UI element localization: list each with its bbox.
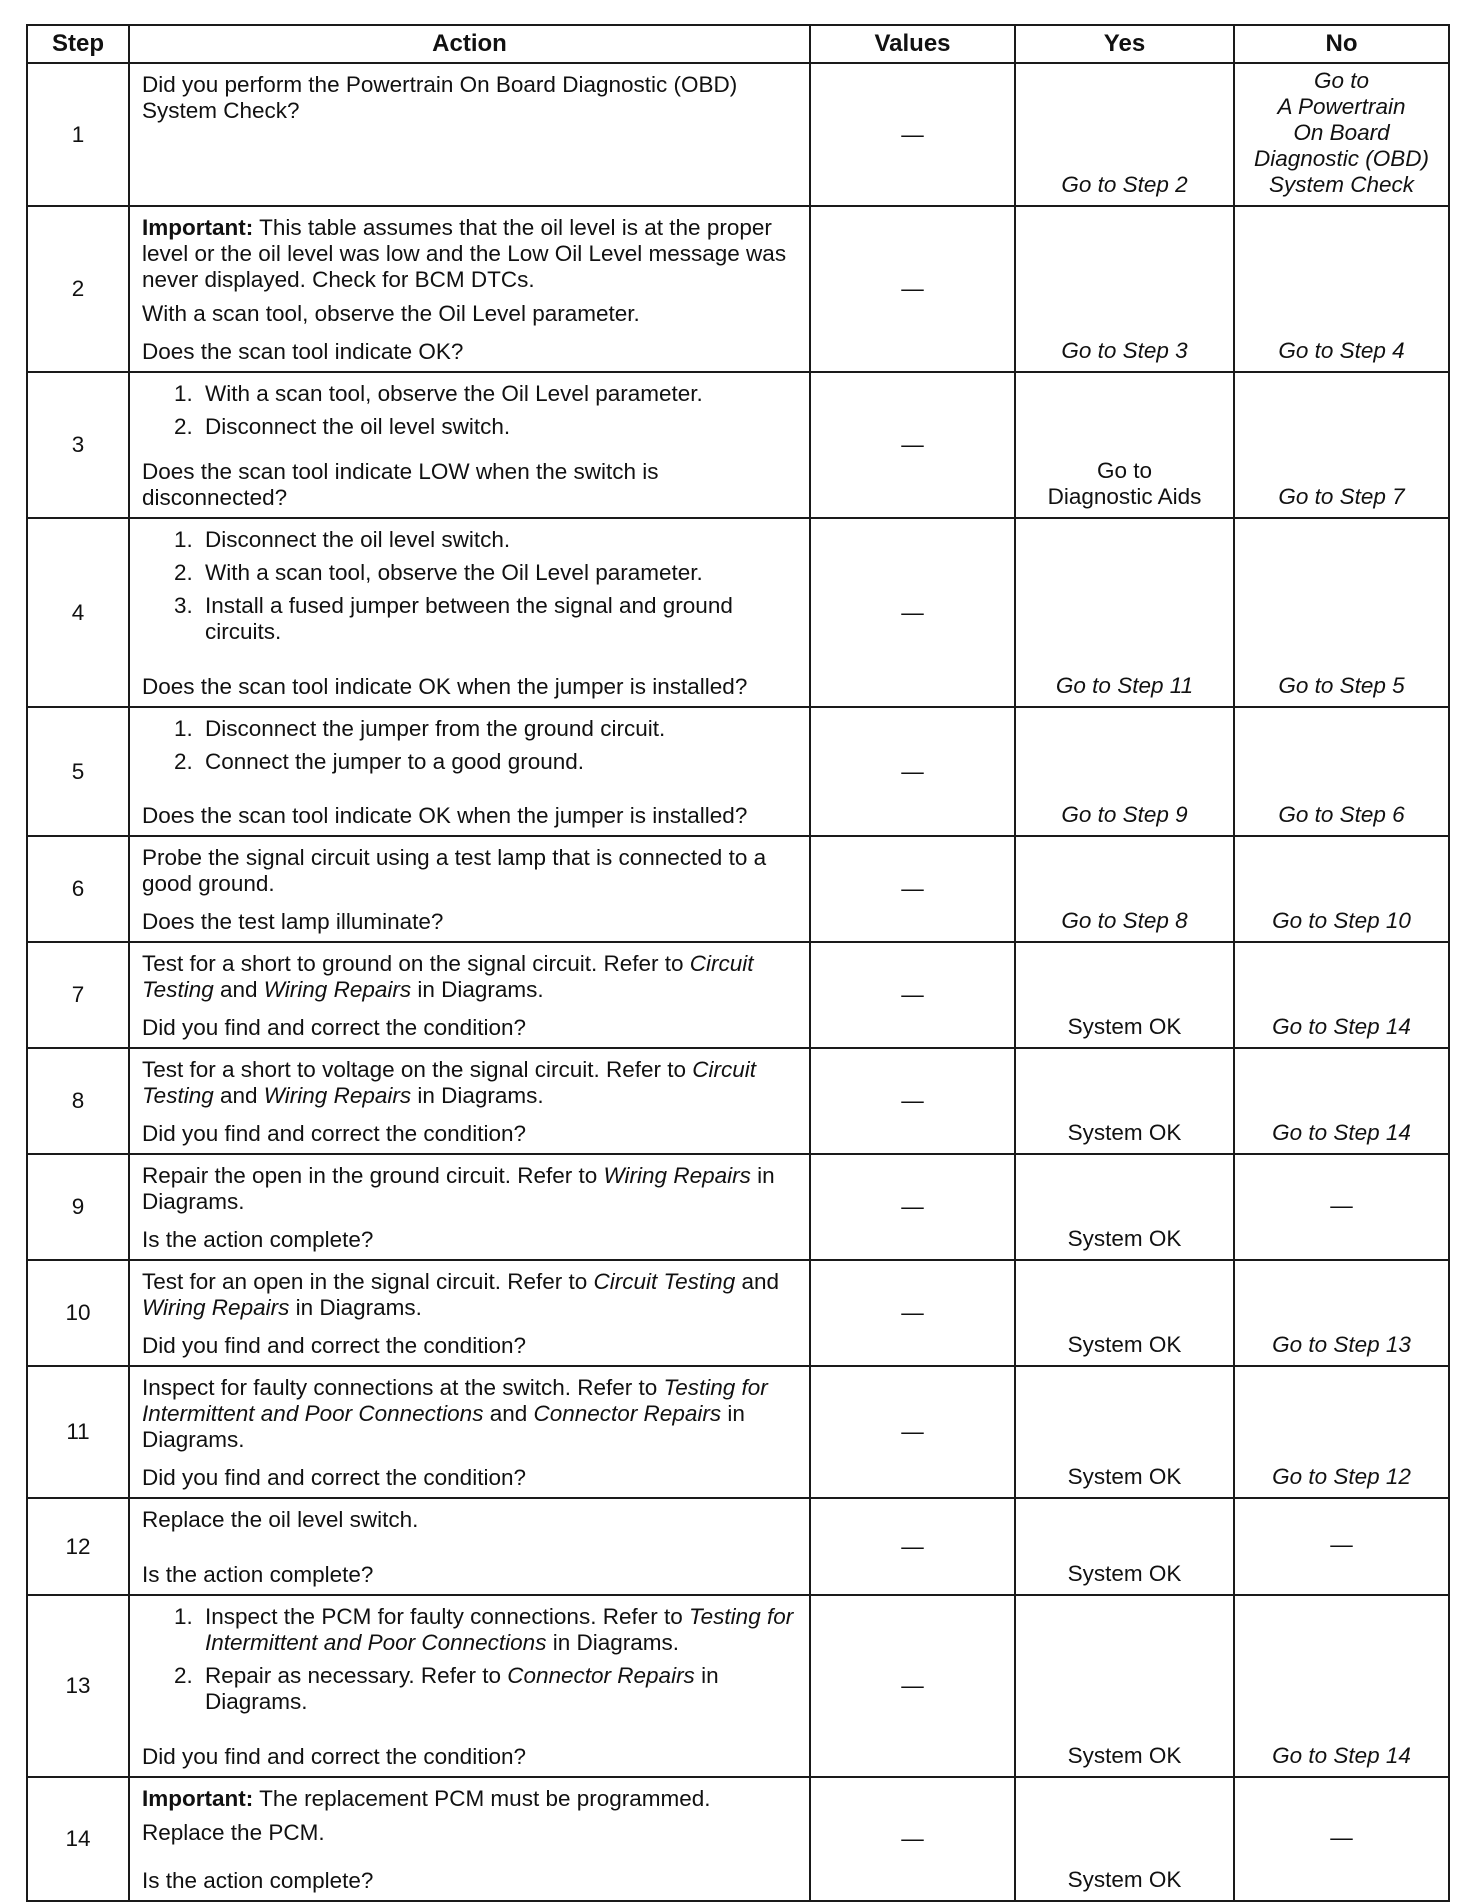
table-row (27, 942, 1449, 1048)
emphasis-label: Important: (142, 1786, 254, 1811)
procedure-item (199, 527, 799, 553)
procedure-item (199, 593, 799, 645)
reference-link-text: Connector Repairs (507, 1663, 695, 1688)
procedure-item (199, 749, 799, 775)
text-run: Did you perform the Powertrain On Board Diagnostic (OBD) System Check? (142, 72, 738, 123)
action-content (142, 527, 799, 700)
action-content (142, 1163, 799, 1253)
text-run: in Diagrams. (411, 1083, 544, 1108)
no-result: Go to Step 14 (1234, 1048, 1449, 1154)
text-run: Replace the oil level switch. (142, 1507, 419, 1532)
action-paragraph (142, 1015, 799, 1041)
text-run: Is the action complete? (142, 1868, 374, 1893)
no-result: Go to Step 14 (1234, 942, 1449, 1048)
yes-result: System OK (1015, 1154, 1234, 1260)
no-result: — (1234, 1498, 1449, 1595)
yes-result: Go to Step 3 (1015, 206, 1234, 372)
emphasis-label: Important: (142, 215, 254, 240)
text-run: Did you find and correct the condition? (142, 1333, 526, 1358)
yes-result: System OK (1015, 1048, 1234, 1154)
action-spacer (142, 790, 799, 803)
no-result: Go to Step 7 (1234, 372, 1449, 518)
table-row (27, 1498, 1449, 1595)
yes-result: Go to Step 9 (1015, 707, 1234, 836)
header-yes: Yes (1015, 25, 1234, 63)
step-number: 9 (27, 1154, 129, 1260)
header-row (27, 25, 1449, 63)
table-row (27, 1777, 1449, 1901)
action-content (142, 381, 799, 511)
yes-result: System OK (1015, 942, 1234, 1048)
text-run: in Diagrams. (142, 1163, 775, 1214)
action-paragraph (142, 1820, 799, 1846)
action-paragraph (142, 1465, 799, 1491)
procedure-item (199, 1604, 799, 1656)
action-paragraph (142, 459, 799, 511)
action-paragraph (142, 301, 799, 327)
text-run: and (483, 1401, 534, 1426)
action-cell (129, 1048, 810, 1154)
values-cell: — (810, 63, 1015, 206)
action-paragraph (142, 1868, 799, 1894)
header-action: Action (129, 25, 810, 63)
yes-result: Go to Step 8 (1015, 836, 1234, 942)
action-paragraph (142, 1375, 799, 1453)
reference-link-text: Wiring Repairs (263, 977, 412, 1002)
text-run: Does the scan tool indicate OK when the jumper is installed? (142, 674, 748, 699)
no-result: Go to Step 6 (1234, 707, 1449, 836)
yes-result: System OK (1015, 1260, 1234, 1366)
action-content (142, 1375, 799, 1491)
action-paragraph (142, 1744, 799, 1770)
no-result: Go to Step 10 (1234, 836, 1449, 942)
text-run: Is the action complete? (142, 1562, 374, 1587)
action-paragraph (142, 909, 799, 935)
table-row (27, 1048, 1449, 1154)
yes-result: System OK (1015, 1366, 1234, 1498)
text-run: in Diagrams. (289, 1295, 422, 1320)
reference-link-text: Circuit Testing (142, 951, 754, 1002)
table-row (27, 1260, 1449, 1366)
action-cell (129, 1154, 810, 1260)
step-number: 4 (27, 518, 129, 707)
table-row (27, 1154, 1449, 1260)
action-cell (129, 1595, 810, 1777)
no-result: Go to Step 13 (1234, 1260, 1449, 1366)
text-run: With a scan tool, observe the Oil Level parameter. (142, 301, 640, 326)
text-run: Disconnect the jumper from the ground circuit. (205, 716, 666, 741)
table-row (27, 63, 1449, 206)
action-paragraph (142, 1227, 799, 1253)
action-cell (129, 1260, 810, 1366)
action-content (142, 1604, 799, 1770)
action-content (142, 72, 799, 199)
header-step: Step (27, 25, 129, 63)
values-cell: — (810, 518, 1015, 707)
action-paragraph (142, 72, 799, 124)
text-run: Install a fused jumper between the signal and ground circuits. (205, 593, 733, 644)
no-result: — (1234, 1154, 1449, 1260)
text-run: Did you find and correct the condition? (142, 1465, 526, 1490)
text-run: in Diagrams. (411, 977, 544, 1002)
reference-link-text: Connector Repairs (533, 1401, 722, 1426)
procedure-item (199, 716, 799, 742)
table-row (27, 1595, 1449, 1777)
text-run: Probe the signal circuit using a test lamp that is connected to a good ground. (142, 845, 767, 896)
action-paragraph (142, 1057, 799, 1109)
text-run: Test for a short to voltage on the signal circuit. Refer to (142, 1057, 693, 1082)
step-number: 12 (27, 1498, 129, 1595)
step-number: 14 (27, 1777, 129, 1901)
action-spacer (142, 660, 799, 674)
text-run: Repair as necessary. Refer to (205, 1663, 508, 1688)
reference-link-text: Testing for Intermittent and Poor Connections (205, 1604, 794, 1655)
action-cell (129, 1366, 810, 1498)
action-paragraph (142, 339, 799, 365)
text-run: The replacement PCM must be programmed. (253, 1786, 711, 1811)
text-run: Does the test lamp illuminate? (142, 909, 444, 934)
yes-result: System OK (1015, 1595, 1234, 1777)
yes-result: Go to Step 11 (1015, 518, 1234, 707)
values-cell: — (810, 1595, 1015, 1777)
values-cell: — (810, 1498, 1015, 1595)
action-cell (129, 836, 810, 942)
text-run: Does the scan tool indicate OK when the jumper is installed? (142, 803, 748, 828)
action-paragraph (142, 1163, 799, 1215)
no-result: Go to Step 5 (1234, 518, 1449, 707)
action-content (142, 215, 799, 365)
text-run: Test for an open in the signal circuit. Refer to (142, 1269, 594, 1294)
action-cell (129, 372, 810, 518)
table-row (27, 518, 1449, 707)
action-spacer (142, 1541, 799, 1562)
text-run: Connect the jumper to a good ground. (205, 749, 585, 774)
table-row (27, 372, 1449, 518)
action-content (142, 845, 799, 935)
diagnostic-table (26, 24, 1450, 1902)
values-cell: — (810, 1777, 1015, 1901)
values-cell: — (810, 707, 1015, 836)
yes-result: Go to Step 2 (1015, 63, 1234, 206)
action-cell (129, 942, 810, 1048)
step-number: 8 (27, 1048, 129, 1154)
values-cell: — (810, 942, 1015, 1048)
values-cell: — (810, 1260, 1015, 1366)
values-cell: — (810, 1048, 1015, 1154)
action-paragraph (142, 951, 799, 1003)
header-no: No (1234, 25, 1449, 63)
text-run: Test for a short to ground on the signal circuit. Refer to (142, 951, 690, 976)
action-paragraph (142, 1269, 799, 1321)
no-result: Go to Step 14 (1234, 1595, 1449, 1777)
reference-link-text: Circuit Testing (142, 1057, 757, 1108)
text-run: in Diagrams. (205, 1663, 719, 1714)
text-run: in Diagrams. (546, 1630, 679, 1655)
text-run: Did you find and correct the condition? (142, 1744, 526, 1769)
procedure-list (142, 1604, 799, 1722)
action-paragraph (142, 1786, 799, 1812)
action-content (142, 1786, 799, 1894)
table-row (27, 206, 1449, 372)
values-cell: — (810, 372, 1015, 518)
text-run: Repair the open in the ground circuit. Refer to (142, 1163, 604, 1188)
reference-link-text: Testing for Intermittent and Poor Connections (142, 1375, 768, 1426)
step-number: 6 (27, 836, 129, 942)
action-content (142, 951, 799, 1041)
text-run: Is the action complete? (142, 1227, 374, 1252)
procedure-item (199, 1663, 799, 1715)
procedure-list (142, 716, 799, 782)
table-row (27, 1366, 1449, 1498)
step-number: 10 (27, 1260, 129, 1366)
procedure-item (199, 381, 799, 407)
text-run: Disconnect the oil level switch. (205, 414, 511, 439)
reference-link-text: Wiring Repairs (142, 1295, 290, 1320)
text-run: With a scan tool, observe the Oil Level parameter. (205, 381, 703, 406)
yes-result: Go to Diagnostic Aids (1015, 372, 1234, 518)
step-number: 1 (27, 63, 129, 206)
action-spacer (142, 1730, 799, 1744)
action-paragraph (142, 1121, 799, 1147)
values-cell: — (810, 836, 1015, 942)
action-paragraph (142, 1562, 799, 1588)
action-cell (129, 206, 810, 372)
text-run: Inspect the PCM for faulty connections. Refer to (205, 1604, 689, 1629)
table-row (27, 836, 1449, 942)
action-cell (129, 707, 810, 836)
reference-link-text: Circuit Testing (593, 1269, 736, 1294)
action-paragraph (142, 1333, 799, 1359)
procedure-item (199, 560, 799, 586)
text-run: Replace the PCM. (142, 1820, 325, 1845)
text-run: Did you find and correct the condition? (142, 1121, 526, 1146)
text-run: Did you find and correct the condition? (142, 1015, 526, 1040)
step-number: 3 (27, 372, 129, 518)
text-run: and (735, 1269, 780, 1294)
text-run: Does the scan tool indicate LOW when the switch is disconnected? (142, 459, 659, 510)
step-number: 5 (27, 707, 129, 836)
values-cell: — (810, 206, 1015, 372)
action-paragraph (142, 674, 799, 700)
reference-link-text: Wiring Repairs (263, 1083, 412, 1108)
yes-result: System OK (1015, 1777, 1234, 1901)
text-run: Disconnect the oil level switch. (205, 527, 511, 552)
action-spacer (142, 1854, 799, 1868)
text-run: and (213, 1083, 264, 1108)
action-content (142, 1507, 799, 1588)
reference-link-text: Wiring Repairs (603, 1163, 751, 1188)
step-number: 2 (27, 206, 129, 372)
step-number: 13 (27, 1595, 129, 1777)
action-paragraph (142, 803, 799, 829)
text-run: This table assumes that the oil level is at the proper level or the oil level was low and the Low Oil Level message was never displayed. Check for BCM DTCs. (142, 215, 787, 292)
text-run: in Diagrams. (142, 1401, 745, 1452)
table-row (27, 707, 1449, 836)
action-cell (129, 1498, 810, 1595)
yes-result: System OK (1015, 1498, 1234, 1595)
action-paragraph (142, 845, 799, 897)
action-cell (129, 518, 810, 707)
text-run: Does the scan tool indicate OK? (142, 339, 464, 364)
action-paragraph (142, 215, 799, 293)
no-result: Go to Step 4 (1234, 206, 1449, 372)
action-cell (129, 1777, 810, 1901)
no-result: Go to Step 12 (1234, 1366, 1449, 1498)
text-run: With a scan tool, observe the Oil Level parameter. (205, 560, 703, 585)
action-content (142, 1269, 799, 1359)
no-result: Go to A Powertrain On Board Diagnostic (OBD) System Check (1234, 63, 1449, 206)
procedure-list (142, 527, 799, 652)
step-number: 7 (27, 942, 129, 1048)
header-values: Values (810, 25, 1015, 63)
text-run: and (213, 977, 264, 1002)
values-cell: — (810, 1154, 1015, 1260)
procedure-list (142, 381, 799, 447)
procedure-item (199, 414, 799, 440)
action-paragraph (142, 1507, 799, 1533)
no-result: — (1234, 1777, 1449, 1901)
action-cell (129, 63, 810, 206)
action-content (142, 1057, 799, 1147)
values-cell: — (810, 1366, 1015, 1498)
action-content (142, 716, 799, 829)
text-run: Inspect for faulty connections at the switch. Refer to (142, 1375, 664, 1400)
step-number: 11 (27, 1366, 129, 1498)
